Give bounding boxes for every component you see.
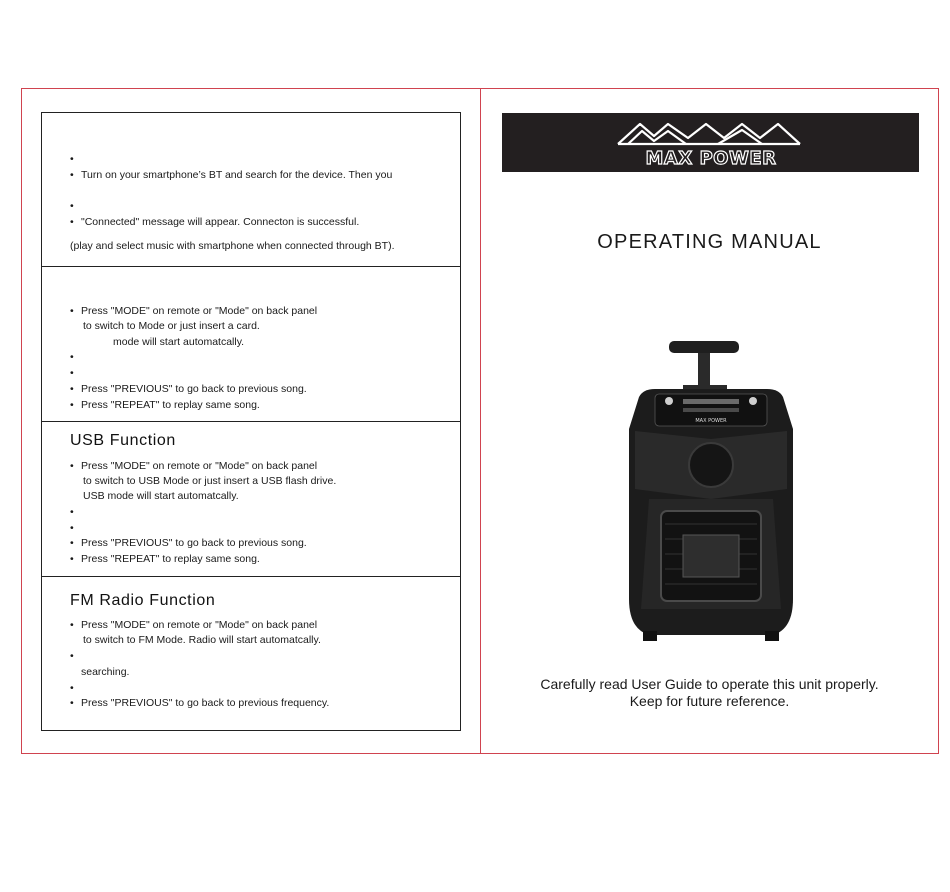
card-line-4: • <box>70 351 74 363</box>
card-line-1: • Press "MODE" on remote or "Mode" on back panel <box>70 305 318 317</box>
card-function-section <box>42 267 460 422</box>
bt-line-5: (play and select music with smartphone when connected through BT). <box>70 240 395 252</box>
usb-function-title: USB Function <box>70 432 176 449</box>
bt-line-4: • "Connected" message will appear. Connecton is successful. <box>70 216 360 228</box>
notice-line-2: Keep for future reference. <box>629 693 790 709</box>
fm-radio-function-section <box>42 577 460 731</box>
bt-line-3: • <box>70 200 74 212</box>
brand-name: MAX POWER <box>645 148 777 169</box>
brand-banner <box>502 113 919 172</box>
cover-page <box>481 89 938 753</box>
card-line-2: to switch to Mode or just insert a card. <box>83 320 260 332</box>
card-line-5: • <box>70 367 74 379</box>
usb-line-3: USB mode will start automatcally. <box>83 490 239 502</box>
manual-title: OPERATING MANUAL <box>597 231 822 253</box>
fm-line-6: • Press "PREVIOUS" to go back to previous frequency. <box>70 697 330 709</box>
usb-line-1: • Press "MODE" on remote or "Mode" on back panel <box>70 460 318 472</box>
instructions-page <box>41 112 461 731</box>
manual-sheet <box>21 88 939 754</box>
fm-radio-function-title: FM Radio Function <box>70 592 216 609</box>
card-line-6: • Press "PREVIOUS" to go back to previous song. <box>70 383 307 395</box>
usb-line-4: • <box>70 506 74 518</box>
usb-function-section <box>42 422 460 577</box>
bt-line-2: • Turn on your smartphone’s BT and search for the device. Then you <box>70 169 393 181</box>
speaker-brand-label: MAX POWER <box>695 418 727 424</box>
brand-logo <box>502 113 919 172</box>
usb-line-7: • Press "REPEAT" to replay same song. <box>70 553 260 565</box>
fm-line-4: searching. <box>81 666 130 678</box>
fm-line-3: • <box>70 650 74 662</box>
bt-line-1: • <box>70 153 74 165</box>
usb-line-2: to switch to USB Mode or just insert a USB flash drive. <box>83 475 337 487</box>
notice-line-1: Carefully read User Guide to operate this unit properly. <box>540 676 879 692</box>
usb-line-6: • Press "PREVIOUS" to go back to previous song. <box>70 537 307 549</box>
fm-line-1: • Press "MODE" on remote or "Mode" on back panel <box>70 619 318 631</box>
card-line-7: • Press "REPEAT" to replay same song. <box>70 399 260 411</box>
speaker-image <box>621 339 801 649</box>
fm-line-2: to switch to FM Mode. Radio will start automatcally. <box>83 634 321 646</box>
fm-line-5: • <box>70 682 74 694</box>
bt-function-section <box>42 113 460 267</box>
card-line-3: mode will start automatcally. <box>113 336 245 348</box>
usb-line-5: • <box>70 522 74 534</box>
